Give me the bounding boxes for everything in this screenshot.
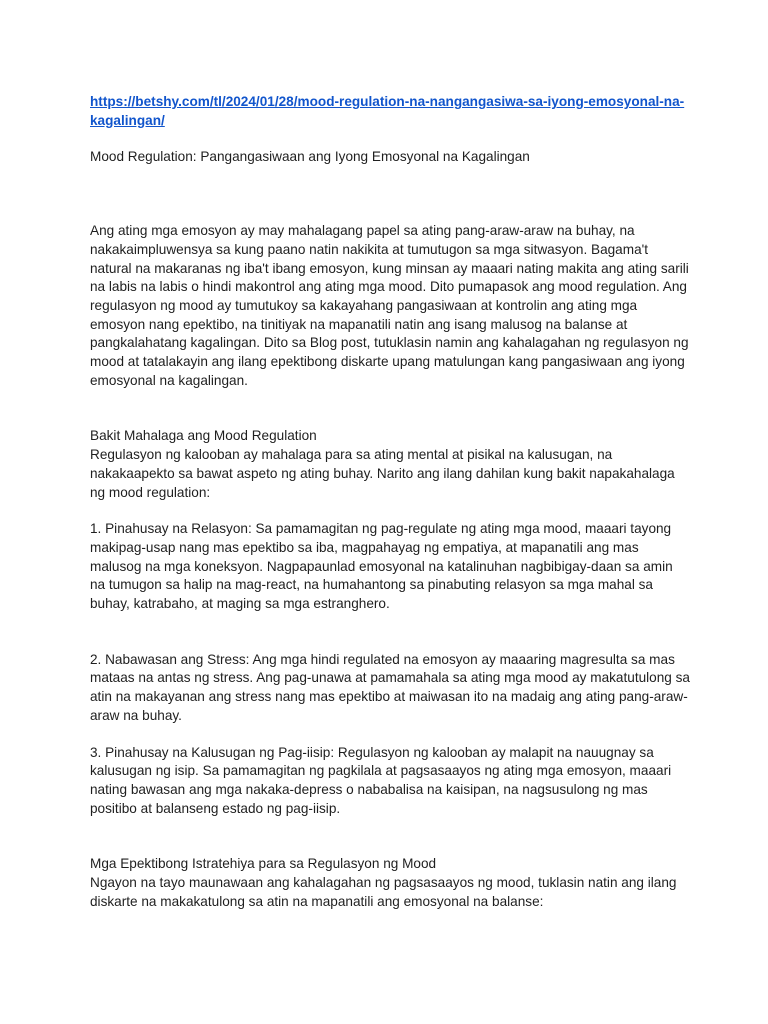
article-title: Mood Regulation: Pangangasiwaan ang Iyong Emosyonal na Kagalingan (90, 149, 530, 165)
list-item-mental-health: 3. Pinahusay na Kalusugan ng Pag-iisip: Regulasyon ng kalooban ay malapit na nauugnay sa kalusugan ng isip. Sa pamamagitan ng pagkilala at pagsasaayos ng ating mga emosyon, maaari nating bawasan ang mga nakaka-depress o nababalisa na kaisipan, na nagsusulong ng mas positibo at balanseng estado ng pag-iisip. (90, 744, 672, 816)
list-item-stress: 2. Nabawasan ang Stress: Ang mga hindi regulated na emosyon ay maaaring magresulta sa mas mataas na antas ng stress. Ang pag-unawa at pamamahala sa ating mga mood ay makatutulong sa atin na makayanan ang stress nang mas epektibo at maiwasan ito na madaig ang ating pang-araw-araw na buhay. (90, 651, 690, 723)
list-item-relationships: 1. Pinahusay na Relasyon: Sa pamamagitan ng pag-regulate ng ating mga mood, maaari tayong makipag-usap nang mas epektibo sa iba, magpahayag ng empatiya, at mapanatili ang mas malusog na mga koneksyon. Nagpapaunlad emosyonal na katalinuhan nagbibigay-daan sa amin na tumugon sa halip na mag-react, na humahantong sa pinabuting relasyon sa mga mahal sa buhay, katrabaho, at maging sa mga estranghero. (90, 521, 673, 612)
intro-paragraph: Ang ating mga emosyon ay may mahalagang papel sa ating pang-araw-araw na buhay, na nakakaimpluwensya sa kung paano natin nakikita at tumutugon sa mga sitwasyon. Bagama't natural na makaranas ng iba't ibang emosyon, kung minsan ay maaari nating makita ang ating sarili na labis na labis o hindi makontrol ang ating mga mood. Dito pumapasok ang mood regulation. Ang regulasyon ng mood ay tumutukoy sa kakayahang pangasiwaan at kontrolin ang ating mga emosyon nang epektibo, na tinitiyak na mapanatili natin ang isang malusog na balanse at pangkalahatang kagalingan. Dito sa Blog post, tutuklasin namin ang kahalagahan ng regulasyon ng mood at tatalakayin ang ilang epektibong diskarte upang matulungan kang pangasiwaan ang iyong emosyonal na kagalingan. (90, 223, 689, 388)
source-url-link[interactable]: https://betshy.com/tl/2024/01/28/mood-regulation-na-nangangasiwa-sa-iyong-emosyonal-na-kagalingan/ (90, 94, 685, 128)
section-body-strategies: Ngayon na tayo maunawaan ang kahalagahan ng pagsasaayos ng mood, tuklasin natin ang ilang diskarte na makakatulong sa atin na mapanatili ang emosyonal na balanse: (90, 875, 677, 909)
section-heading-importance: Bakit Mahalaga ang Mood Regulation (90, 428, 317, 444)
section-body-importance: Regulasyon ng kalooban ay mahalaga para sa ating mental at pisikal na kalusugan, na nakakaapekto sa bawat aspeto ng ating buhay. Narito ang ilang dahilan kung bakit napakahalaga ng mood regulation: (90, 447, 675, 500)
document-content (90, 93, 690, 912)
section-heading-strategies: Mga Epektibong Istratehiya para sa Regulasyon ng Mood (90, 856, 437, 872)
